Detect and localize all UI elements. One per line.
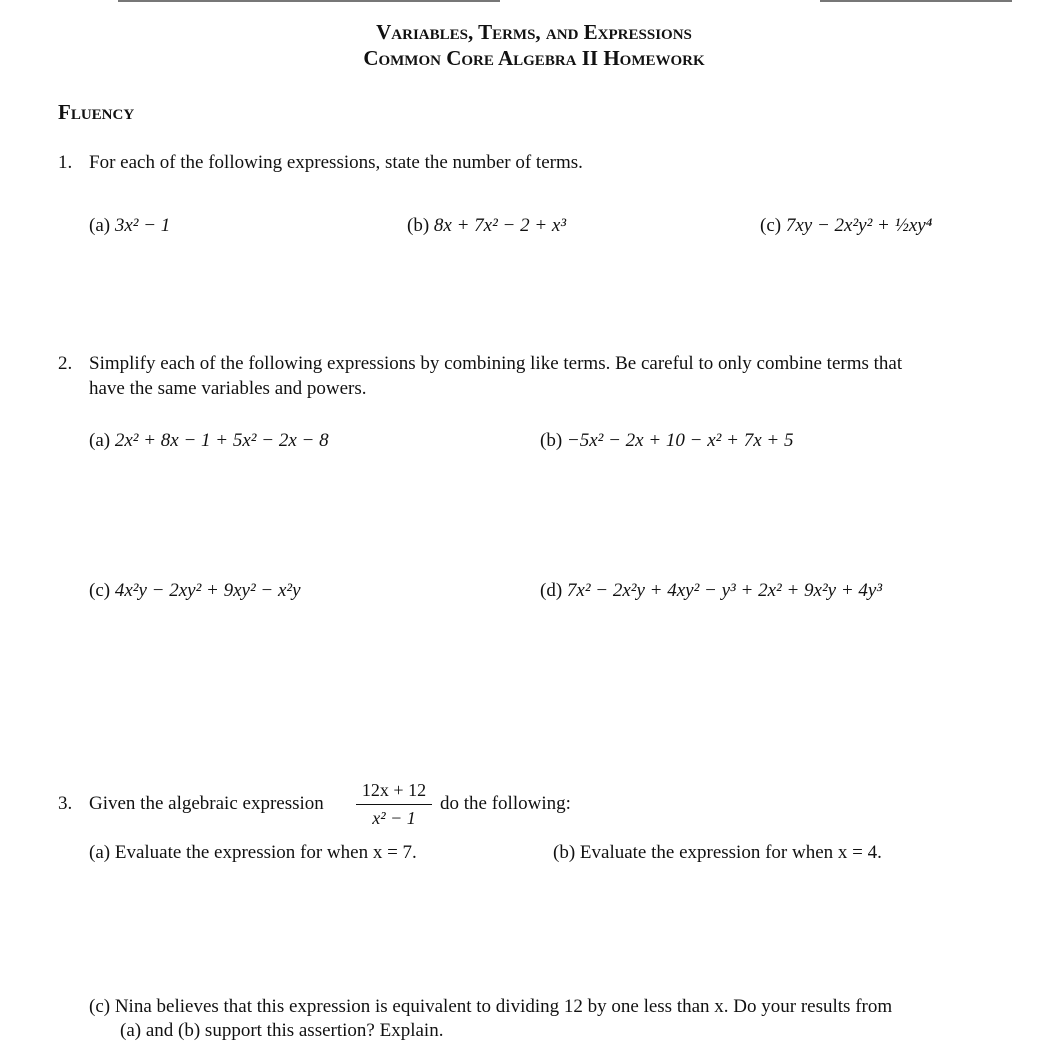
q1-number: 1. [58,152,73,173]
q2-part-d [540,581,882,600]
q1-prompt: For each of the following expressions, state the number of terms. [89,152,583,173]
q3-prompt-after: do the following: [440,793,571,814]
q1-part-c [760,216,932,235]
part-label: (a) [89,215,111,236]
expression: 2x² + 8x − 1 + 5x² − 2x − 8 [114,430,329,451]
part-label: (c) [89,580,111,601]
q3-part-b: (b) Evaluate the expression for when x = 4. [553,842,882,863]
q3-prompt-before: Given the algebraic expression [89,793,324,814]
fraction-numerator: 12x + 12 [356,780,432,805]
q2-prompt-line1: Simplify each of the following expressions by combining like terms. Be careful to only combine terms that [89,353,903,374]
page-title: Variables, Terms, and Expressions [376,20,692,44]
q3-part-c-line2: (a) and (b) support this assertion? Explain. [120,1020,444,1041]
page-subtitle: Common Core Algebra II Homework [363,46,705,70]
part-label: (c) [760,215,782,236]
q3-number: 3. [58,793,73,814]
expression: 7x² − 2x²y + 4xy² − y³ + 2x² + 9x²y + 4y³ [566,580,883,601]
q2-part-c [89,581,301,600]
section-heading: Fluency [58,100,135,124]
expression: 4x²y − 2xy² + 9xy² − x²y [114,580,301,601]
q2-part-a [89,431,329,450]
part-label: (d) [540,580,563,601]
part-label: (b) [540,430,563,451]
q1-part-b [407,216,566,235]
q3-part-c-line1: (c) Nina believes that this expression is equivalent to dividing 12 by one less than x. Do your results from [89,996,893,1017]
header-rule-left [118,0,500,2]
expression: 7xy − 2x²y² + ½xy⁴ [785,215,933,236]
expression: 3x² − 1 [114,215,171,236]
q2-number: 2. [58,353,73,374]
q2-prompt-line2: have the same variables and powers. [89,378,367,399]
expression: 8x + 7x² − 2 + x³ [433,215,567,236]
part-label: (a) [89,430,111,451]
q3-part-a: (a) Evaluate the expression for when x = 7. [89,842,417,863]
q3-fraction [356,780,432,829]
header-rule-right [820,0,1012,2]
q1-part-a [89,216,170,235]
q2-part-b [540,431,793,450]
expression: −5x² − 2x + 10 − x² + 7x + 5 [566,430,794,451]
part-label: (b) [407,215,430,236]
fraction-denominator: x² − 1 [372,808,416,828]
